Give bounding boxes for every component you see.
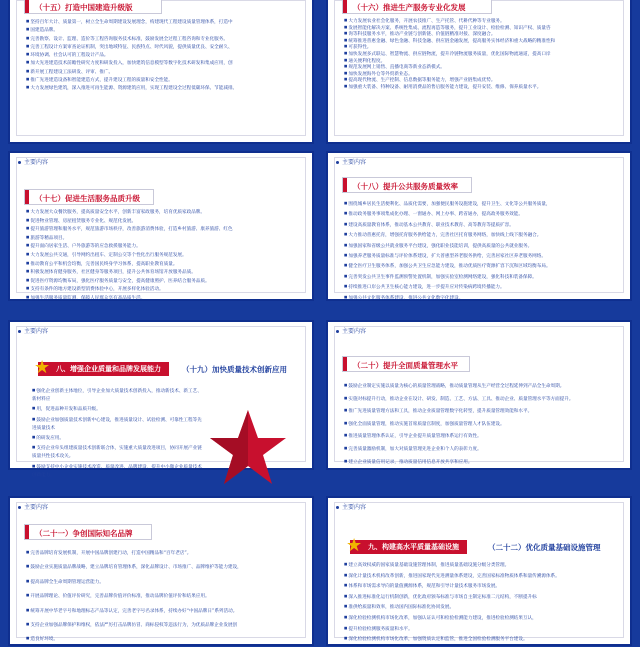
slide-title: （十七）促进生活服务品质升级 [35,194,140,203]
list-item: ■ 围绕城乡居民生活便利化、品质化需要，加强便民服务设施建设，提升卫生、文化等公共服务质量， [344,199,618,209]
list-item: ■ 完善质量激励机制，加大对质量管理先进企业和个人的表彰力度。 [344,443,618,456]
list-item: ■ 加强公共文化服务体系建设，推进公共文化数字化建设。 [344,293,618,303]
list-item: ■ 实施对标提升行动，推动企业在设计、研发、制造、工艺、方法、工具、推动企业、质量管理水平等方面提升。 [344,393,618,406]
star-icon: ★ [34,357,51,378]
star-icon: ★ [346,535,363,556]
slide-title-box [24,524,152,540]
bullet-list [344,560,618,645]
list-item: ■ 的研发应用。 [32,433,202,443]
list-item: ■ 旅游等精品项目。 [26,234,300,243]
red-star-decoration [208,408,288,488]
slide-2[interactable] [326,0,632,144]
list-item: ■ 环境协调、社会认可的工程设计产品。 [26,51,300,59]
list-item: ■ 深入推进标准化运行机制创新，优化政府颁布标准与市场自主制定标准二元结构，不断提升标 [344,592,618,603]
list-item: ■ 体系和市场需求导向的量值溯源体系，规范和引导计量技术服务市场发展。 [344,581,618,592]
slide-title: （十九）加快质量技术创新应用 [182,365,287,374]
list-item: ■ 推广先进建造设备和智能建造方式，提升建设工程的质量和安全性能。 [26,76,300,84]
slide-header: 主要内容 [336,502,366,511]
slide-header: 主要内容 [18,502,48,511]
slide-title-box [342,177,472,193]
slide-title-box [24,189,154,205]
slide-1[interactable] [8,0,314,144]
list-item: ■ 发展智能化解决方案、系统性集成、流程再造等服务，提升工业设计、检验检测、知识产权、质量咨 [344,25,618,32]
list-item: ■ 深化检验检测机构市场化改革，加强认证认可和检验检测能力建设，推进检验检测结果互认， [344,613,618,624]
list-item: ■ 通关便利化程度。 [344,58,618,65]
slide-5[interactable] [8,320,314,478]
list-item: ■ 大力发展农业社会化服务，开展农技推广、生产托管、代耕代种等专业服务。 [344,18,618,25]
slide-title: （二十）提升全面质量管理水平 [353,361,458,370]
list-item: ■ 鼓励企业实施质量品牌战略，建立品牌培育管理体系，深化品牌设计、市场推广、品牌维护等能力建设， [26,560,300,574]
slide-title-box [342,356,470,372]
section-banner [34,357,169,378]
list-item: ■ 建设高质量教育体系，推动基本公共教育、职业技术教育、高等教育等提质扩容。 [344,220,618,230]
list-item: ■ 加快发展海外仓等外贸新业态。 [344,71,618,78]
list-item: ■ 提升旅游管理和服务水平，规范旅游市场秩序，改善旅游消费体验，打造乡村旅游、康养旅游、红色 [26,225,300,234]
list-item: ■ 提升检验检测服务质量和水平。 [344,624,618,635]
list-item: ■ 大力发展公共交通，引导网约出租车、定制公交等个性化出行服务规范发展。 [26,251,300,260]
list-item: ■ 支持企业牵头组建质量技术创新联合体，实施重大质量改进项目，协同开展产业链质量共性技术攻关。 [32,443,202,461]
list-item: ■ 用，促进品种开发和品质升级。 [32,404,202,414]
list-item: ■ 询等科技服务水平，推动产业链与创新链、价值链精准对接、深度融合。 [344,31,618,38]
list-item: ■ 推动政务服务事项集成化办理、一窗通办、网上办事、跨省通办，提高政务服务效能。 [344,209,618,219]
list-item: ■ 推广先进质量管理方法和工具，推动企业质量管理数字化转型，提升质量管理效能和水平。 [344,405,618,418]
list-item: ■ 深化检验检测机构市场化改革，加强资质认定和监管，推进全国检验检测服务平台建设。 [344,634,618,645]
list-item: ■ 加强国家和省级公共就业服务平台建设，强化职业技能培训，提供高质量的公共就业服务。 [344,241,618,251]
list-item: ■ 深化计量技术机构改革创新，推进国家现代先进测量体系建设，完善国家标准物质体系和量传溯源体系。 [344,571,618,582]
section-title: 八、增强企业质量和品牌发展能力 [56,365,161,373]
slide-title: （二十二）优化质量基础设施管理 [488,543,601,552]
list-item: ■ 完善品牌培育发展机制，开展中国品牌创建行动，打造中国精品和“百年老店”。 [26,546,300,560]
list-item: ■ 推动教育公平和机会均衡，完善国民终身学习体系，提高职业教育质量。 [26,260,300,269]
bullet-list [26,546,300,647]
slide-6[interactable] [326,320,632,470]
list-item: ■ 鼓励企业制定实施以质量为核心的质量管理战略，推动质量管理从生产经营全过程延伸到产品全生命周期。 [344,380,618,393]
list-item: ■ 造良好环境。 [26,632,300,646]
list-item: ■ 加强重大装备、特种设备、耐用消费品的售后服务能力建设，提升安装、维修、保养质量水平。 [344,84,618,91]
list-item: ■ 强化企业创新主体地位，引导企业加大质量技术创新投入，推动新技术、新工艺、新材料应 [32,386,202,404]
list-item: ■ 规范发展网上销售、直播电商等新业态新模式。 [344,64,618,71]
list-item: ■ 提高品牌全生命周期管理运营能力。 [26,575,300,589]
list-item: ■ 加强养老服务质量标准与评价体系建设，扩大普惠型养老服务供给，完善居家社区养老服务网络。 [344,251,618,261]
list-item: ■ 建立企业质量信用记录，推动质量信用信息开放共享和应用。 [344,456,618,469]
list-item: ■ 可获得性。 [344,44,618,51]
list-item: ■ 建立高效权威的国家质量基础设施管理体制，推进质量基础设施分级分类管理。 [344,560,618,571]
section-banner [346,535,467,556]
list-item: ■ 国建造品牌。 [26,26,300,34]
list-item: ■ 大力发展大众餐饮服务，提高质量安全水平，创新丰富家政服务，培育优质家政品牌。 [26,208,300,217]
bullet-list [344,18,618,91]
list-item: ■ 开展品牌理论、价值评价研究，完善品牌价值评价标准，推动品牌价值评价和结果应用。 [26,589,300,603]
bullet-list [26,18,300,93]
list-item: ■ 准供给质量和效率，推动国内国际标准化协同发展。 [344,602,618,613]
slide-7[interactable] [8,496,314,646]
list-item: ■ 新开展工程建设工法研发、评审、推广。 [26,68,300,76]
list-item: ■ 统筹开展中华老字号和地理标志产品等认定，完善老字号名录体系，持续办好“中国品牌日”系列活动。 [26,604,300,618]
list-item: ■ 完善勘察、设计、监理、造价等工程咨询服务技术标准，鼓励发展全过程工程咨询和专业化服务。 [26,35,300,43]
bullet-list [344,380,618,468]
list-item: ■ 持续推进口岸公共卫生核心能力建设，进一步提升应对传染病跨境传播能力。 [344,282,618,292]
list-item: ■ 积极发展体育健身服务，社区健身等服务项目，提升公共体育场馆开放服务品质。 [26,268,300,277]
slide-title: （二十一）争创国际知名品牌 [35,529,133,538]
list-item: ■ 坚持百年大计、质量第一，树立全生命周期建设发展理念，构建现代工程建设质量管理体系，打造中 [26,18,300,26]
bullet-list [32,386,202,480]
section-title: 九、构建高水平质量基础设施 [368,543,459,551]
slide-title: （十六）推进生产服务专业化发展 [353,3,466,12]
list-item: ■ 提升面向居家生活、户外旅游等的应急救援服务能力。 [26,242,300,251]
slide-title-box [342,0,492,14]
slide-header: 主要内容 [18,326,48,335]
slide-title: （十八）提升公共服务质量效率 [353,182,458,191]
slide-8[interactable] [326,496,632,646]
list-item: ■ 提高现代物流、生产控制、信息数据等服务能力，增强产业链集成优势。 [344,77,618,84]
list-item: ■ 鼓励支持中小企业实施技术改造、质量改进、品牌建设，提升中小微企业质量技术创新能力。 [32,462,202,480]
list-item: ■ 统筹推进普惠金融、绿色金融、科技金融、供应链金融发展，提高服务实体经济和重大战略的精准性和 [344,38,618,45]
list-item: ■ 加强生活服务质量监测，保障人民群众享有高品质生活。 [26,294,300,303]
list-item: ■ 加快发展多式联运、智慧物流、供应链物流，提升冷链物流服务质量，优化国际物流通道，提高口岸 [344,51,618,58]
list-item: ■ 促进物业管理、房屋租赁服务专业化、规范化发展。 [26,217,300,226]
list-item: ■ 加大先进建造技术前瞻性研究力度和研发投入，加快建筑信息模型等数字化技术研发和集成应用，创 [26,59,300,67]
list-item: ■ 健全医疗卫生服务体系，加强公共卫生应急能力建设，推动优质医疗资源扩容下沉和区域均衡布局。 [344,261,618,271]
slide-header: 主要内容 [18,157,48,166]
list-item: ■ 大力发展绿色建筑，深入推进可再生能源、资源建筑应用，实现工程建设全过程低碳环保、节能减排。 [26,84,300,92]
slide-header: 主要内容 [336,326,366,335]
list-item: ■ 大力推动普惠托育，增强托育服务供给能力，完善社区托育服务网络，加快线上线下服务融合。 [344,230,618,240]
slide-header: 主要内容 [336,157,366,166]
list-item: ■ 促进医疗资源均衡布局，强化医疗服务质量与安全，提高健康照护、医养结合服务品质。 [26,277,300,286]
bullet-list [344,199,618,303]
list-item: ■ 完善突发公共卫生事件监测预警处置机制，加强实验室检测网络建设，强化科技和装备保障。 [344,272,618,282]
slide-title-box [24,0,162,14]
bullet-list [26,208,300,303]
slide-title: （十五）打造中国建造升级版 [35,3,133,12]
slide-3[interactable] [8,151,314,301]
list-item: ■ 推进质量管理体系认证，引导企业提升质量管理体系运行有效性。 [344,430,618,443]
list-item: ■ 完善工程设计方案审查论证机制，突出地域特征、民族特点、时代风貌，提供质量优良、安全耐久、 [26,43,300,51]
list-item: ■ 强化全面质量管理，推动实施首席质量官制度，加强质量管理人才队伍建设。 [344,418,618,431]
list-item: ■ 支持有条件的地方建设新型消费体验中心，开展多样化体验活动。 [26,285,300,294]
list-item: ■ 鼓励企业加强质量技术创新中心建设，推进质量设计、试验检测、可靠性工程等先进质量技术 [32,415,202,433]
list-item: ■ 支持企业加强品牌保护和维权，依法严厉打击品牌仿冒、商标侵权等违法行为，为优质品牌企业发展创 [26,618,300,632]
slide-4[interactable] [326,151,632,301]
